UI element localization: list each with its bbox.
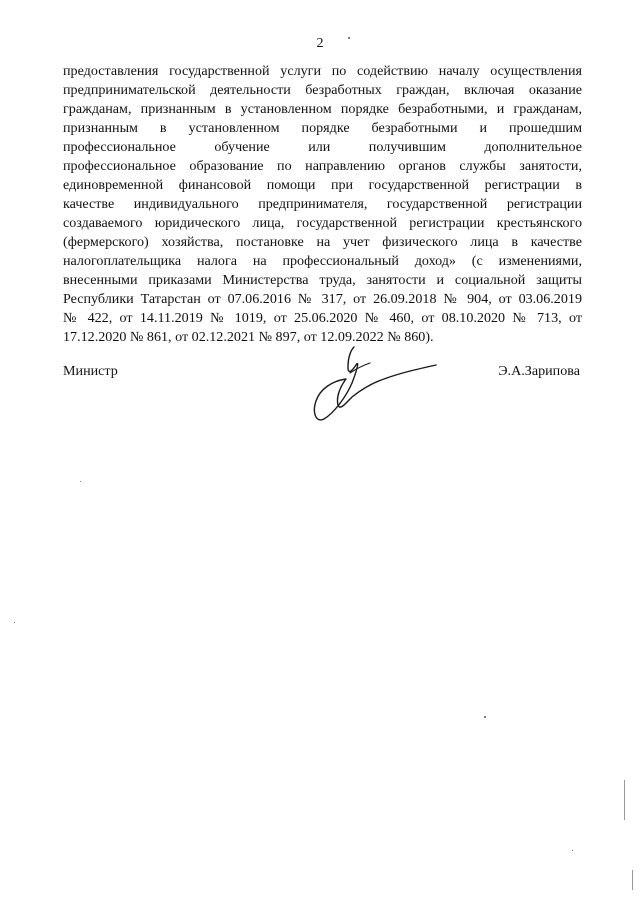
body-line: качестве индивидуального предпринимателя, государственной регистрации xyxy=(63,196,582,212)
body-line: признанным в установленном порядке безработными и прошедшим xyxy=(63,120,582,136)
scan-edge-mark xyxy=(624,780,625,820)
scan-speck xyxy=(14,622,15,623)
body-line: профессиональное образование по направлению органов службы занятости, xyxy=(63,158,582,174)
body-line: профессиональное обучение или получившим дополнительное xyxy=(63,139,582,155)
scan-speck xyxy=(80,481,81,482)
scan-speck xyxy=(348,37,350,39)
body-line: 17.12.2020 № 861, от 02.12.2021 № 897, от 12.09.2022 № 860). xyxy=(63,329,434,345)
signatory-title: Министр xyxy=(63,363,118,379)
scan-edge-mark xyxy=(632,870,633,890)
body-line: внесенными приказами Министерства труда, занятости и социальной защиты xyxy=(63,272,582,288)
body-line: (фермерского) хозяйства, постановке на учет физического лица в качестве xyxy=(63,234,582,250)
body-paragraph xyxy=(63,62,582,347)
scan-speck xyxy=(572,850,573,851)
scan-speck xyxy=(484,716,486,718)
signature-icon xyxy=(310,343,440,423)
body-line: налогоплательщика налога на профессиональный доход» (с изменениями, xyxy=(63,253,582,269)
signatory-name: Э.А.Зарипова xyxy=(498,363,580,379)
body-line: единовременной финансовой помощи при государственной регистрации в xyxy=(63,177,582,193)
body-line: Республики Татарстан от 07.06.2016 № 317, от 26.09.2018 № 904, от 03.06.2019 xyxy=(63,291,582,307)
body-line: предоставления государственной услуги по содействию началу осуществления xyxy=(63,63,582,79)
body-line: № 422, от 14.11.2019 № 1019, от 25.06.2020 № 460, от 08.10.2020 № 713, от xyxy=(63,310,582,326)
page-number: 2 xyxy=(316,36,324,51)
body-line: гражданам, признанным в установленном порядке безработными, и гражданам, xyxy=(63,101,582,117)
body-line: предпринимательской деятельности безработных граждан, включая оказание xyxy=(63,82,582,98)
body-line: создаваемого юридического лица, государственной регистрации крестьянского xyxy=(63,215,582,231)
